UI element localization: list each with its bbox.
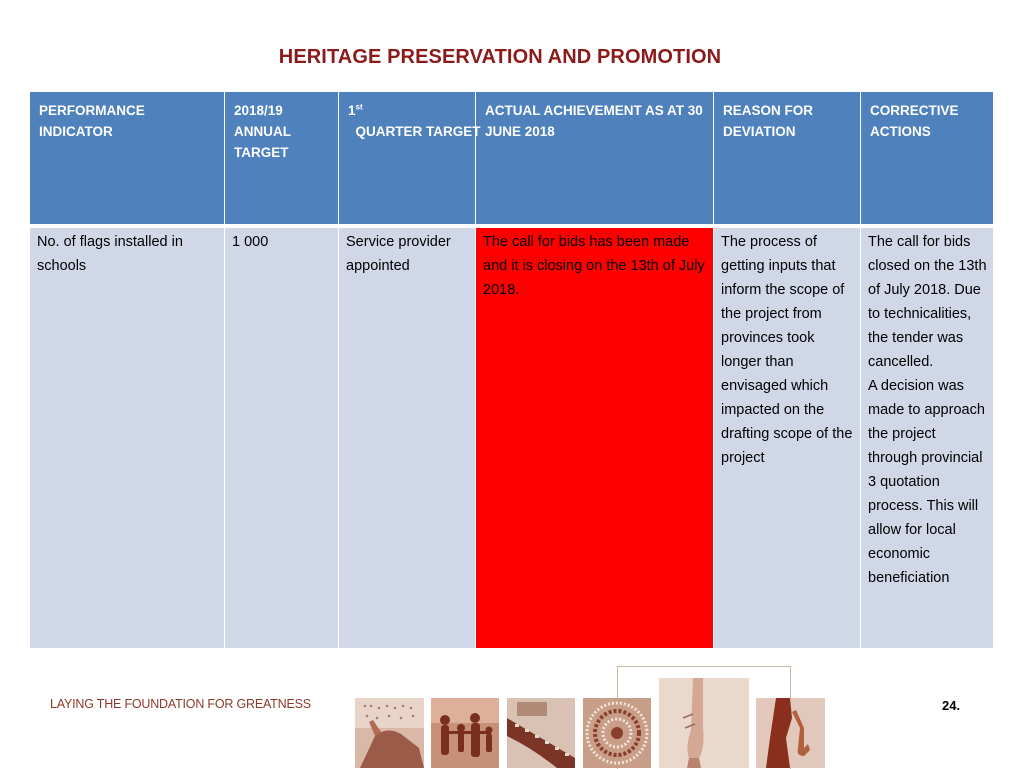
- corrective-text-2: A decision was made to approach the project through provincial 3 quotation process. This will allow for local economic beneficiation: [868, 378, 985, 586]
- saxophone-player-photo-icon: [756, 698, 825, 768]
- header-annual-target: 2018/19 ANNUAL TARGET: [225, 92, 339, 228]
- footer-tagline: LAYING THE FOUNDATION FOR GREATNESS: [50, 697, 311, 711]
- cell-corrective-actions: [861, 228, 993, 648]
- film-reel-photo-icon: [507, 698, 575, 768]
- header-performance-indicator: PERFORMANCE INDICATOR: [30, 92, 225, 228]
- family-silhouette-photo-icon: [431, 698, 499, 768]
- header-quarter-target: 1st QUARTER TARGET: [339, 92, 476, 228]
- page-number: 24.: [942, 698, 961, 713]
- header-corrective-actions: CORRECTIVE ACTIONS: [861, 92, 993, 228]
- ballet-shoe-photo-icon: [659, 678, 749, 768]
- braille-hands-photo-icon: [355, 698, 424, 768]
- header-actual-achievement: ACTUAL ACHIEVEMENT AS AT 30 JUNE 2018: [476, 92, 714, 228]
- cell-actual-achievement: The call for bids has been made and it is closing on the 13th of July 2018.: [476, 228, 714, 648]
- table-header-row: [30, 92, 993, 228]
- header-reason-deviation: REASON FOR DEVIATION: [714, 92, 861, 228]
- performance-table: [30, 92, 993, 648]
- corrective-text-1: The call for bids closed on the 13th of July 2018. Due to technicalities, the tender was cancelled.: [868, 234, 987, 370]
- page-title: HERITAGE PRESERVATION AND PROMOTION: [278, 46, 722, 68]
- cell-quarter-target: Service provider appointed: [339, 228, 476, 648]
- footer-photo-strip: [355, 664, 835, 768]
- table-row: [30, 228, 993, 648]
- cell-annual-target: 1 000: [225, 228, 339, 648]
- cell-indicator: No. of flags installed in schools: [30, 228, 225, 648]
- cell-reason-deviation: The process of getting inputs that inform the scope of the project from provinces took longer than envisaged which impacted on the drafting scope of the project: [714, 228, 861, 648]
- beadwork-photo-icon: [583, 698, 651, 768]
